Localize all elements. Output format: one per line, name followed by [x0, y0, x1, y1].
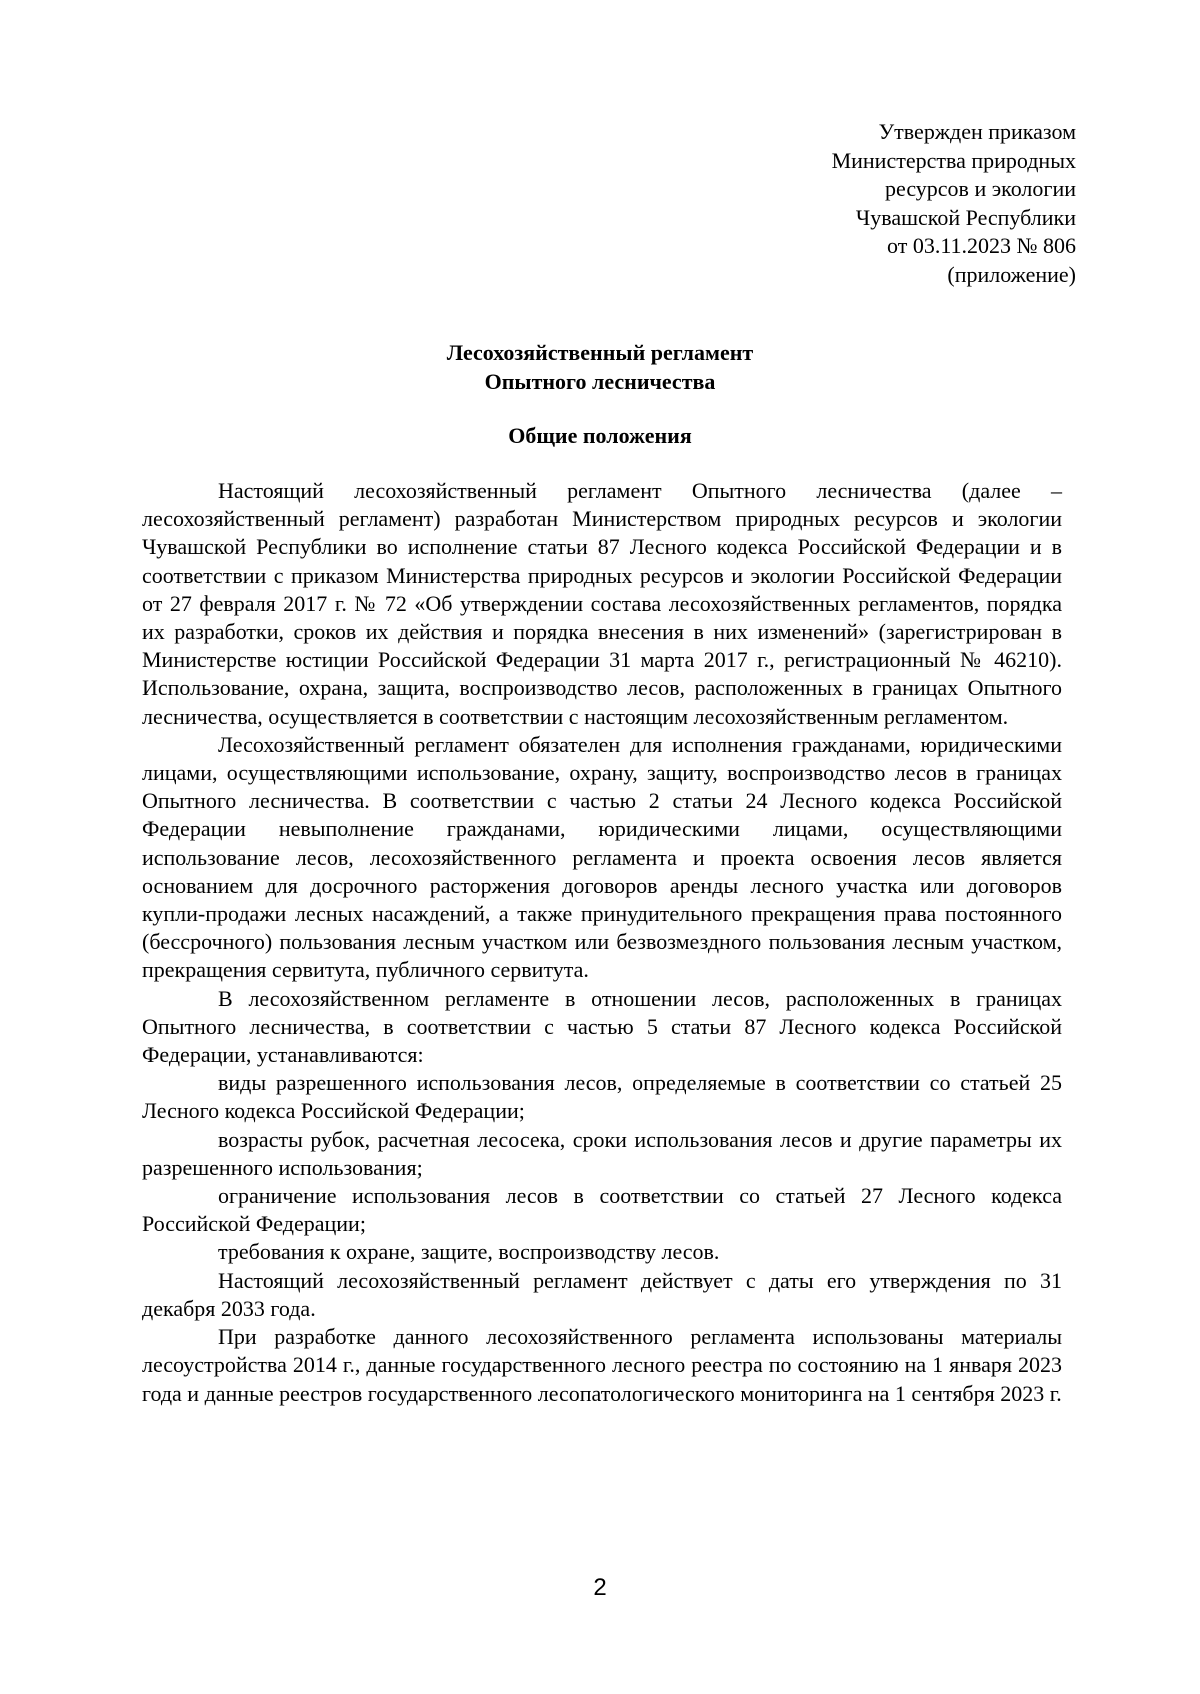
approval-line: (приложение) — [947, 261, 1076, 287]
list-item: ограничение использования лесов в соответствии со статьей 27 Лесного кодекса Российской Федерации; — [142, 1183, 1062, 1237]
list-item: требования к охране, защите, воспроизводству лесов. — [218, 1239, 720, 1265]
paragraph: При разработке данного лесохозяйственного регламента использованы материалы лесоустройства 2014 г., данные государственного лесного реестра по состоянию на 1 января 2023 года и данные реестров государственного лесопатологического мониторинга на 1 сентября 2023 г. — [142, 1324, 1062, 1406]
paragraph: Лесохозяйственный регламент обязателен для исполнения гражданами, юридическими лицами, осуществляющими использование, охрану, защиту, воспроизводство лесов в границах Опытного лесничества. В соответствии с частью 2 статьи 24 Лесного кодекса Российской Федерации невыполнение гражданами, юридическими лицами, осуществляющими использование лесов, лесохозяйственного регламента и проекта освоения лесов является основанием для досрочного расторжения договоров аренды лесного участка или договоров купли-продажи лесных насаждений, а также принудительного прекращения права постоянного (бессрочного) пользования лесным участком или безвозмездного пользования лесным участком, прекращения сервитута, публичного сервитута. — [142, 731, 1062, 983]
list-item: возрасты рубок, расчетная лесосека, сроки использования лесов и другие параметры их разрешенного использования; — [142, 1126, 1062, 1180]
approval-stamp — [832, 118, 1076, 289]
paragraph: Настоящий лесохозяйственный регламент Опытного лесничества (далее – лесохозяйственный регламент) разработан Министерством природных ресурсов и экологии Чувашской Республики во исполнение статьи 87 Лесного кодекса Российской Федерации и в соответствии с приказом Министерства природных ресурсов и экологии Российской Федерации от 27 февраля 2017 г. № 72 «Об утверждении состава лесохозяйственных регламентов, порядка их разработки, сроков их действия и порядка внесения в них изменений» (зарегистрирован в Министерстве юстиции Российской Федерации 31 марта 2017 г., регистрационный № 46210). Использование, охрана, защита, воспроизводство лесов, расположенных в границах Опытного лесничества, осуществляется в соответствии с настоящим лесохозяйственным регламентом. — [142, 478, 1062, 729]
document-title-line2: Опытного лесничества — [484, 369, 716, 394]
section-title: Общие положения — [508, 423, 692, 448]
body-text — [142, 477, 1062, 1408]
document-title-line1: Лесохозяйственный регламент — [446, 340, 754, 365]
document-title — [0, 338, 1200, 396]
approval-line: Министерства природных — [831, 147, 1076, 173]
approval-line: Утвержден приказом — [878, 119, 1076, 144]
approval-line: от 03.11.2023 № 806 — [887, 233, 1076, 258]
approval-line: ресурсов и экологии — [885, 176, 1076, 201]
paragraph: В лесохозяйственном регламенте в отношении лесов, расположенных в границах Опытного лесничества, в соответствии с частью 5 статьи 87 Лесного кодекса Российской Федерации, устанавливаются: — [142, 985, 1062, 1068]
approval-line: Чувашской Республики — [855, 204, 1076, 230]
list-item: виды разрешенного использования лесов, определяемые в соответствии со статьей 25 Лесного кодекса Российской Федерации; — [142, 1070, 1062, 1124]
paragraph: Настоящий лесохозяйственный регламент действует с даты его утверждения по 31 декабря 2033 года. — [142, 1267, 1062, 1321]
page-number: 2 — [593, 1574, 607, 1601]
